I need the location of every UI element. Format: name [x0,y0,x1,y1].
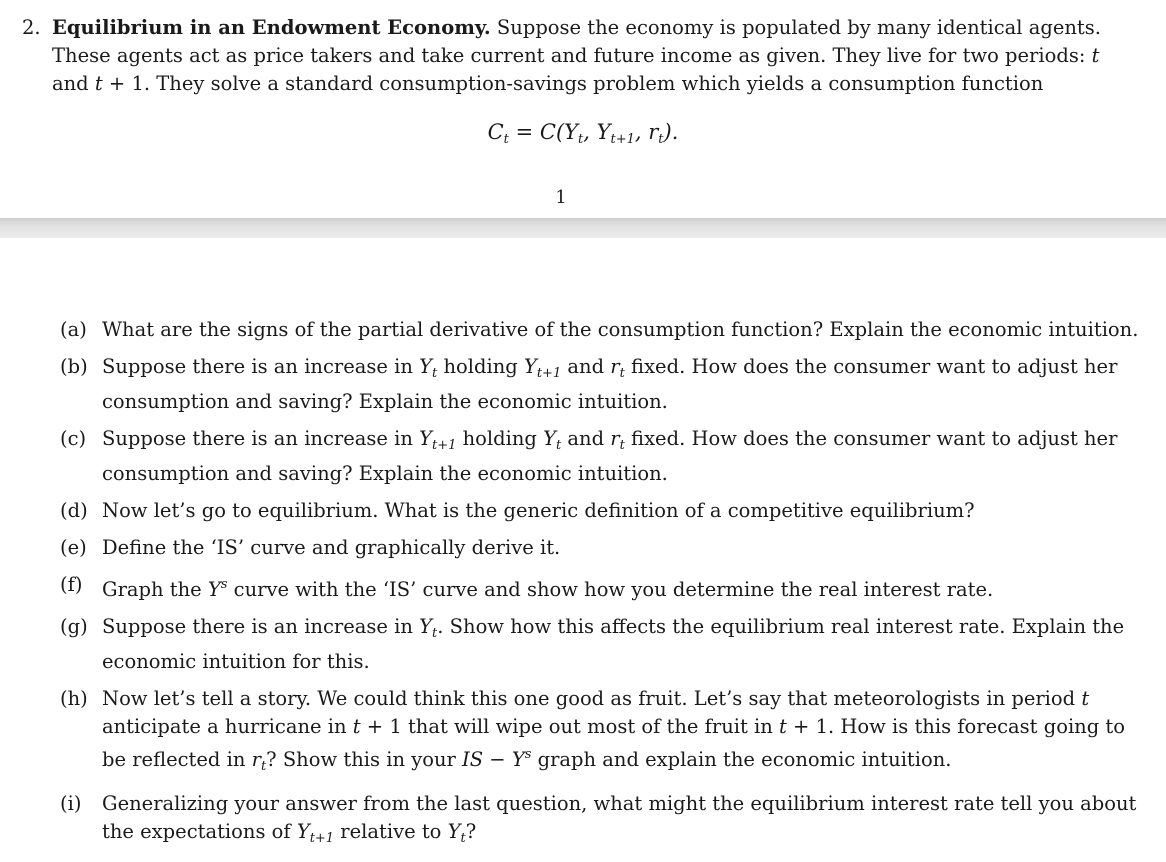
part-text: Now let’s tell a story. We could think this one good as fruit. Let’s say that meteorologists in period t anticipate a hurricane in t + 1 that will wipe out most of the fruit in t + 1. How is this forecast going to be reflected in $r_t$? Show this in your IS − $Y^s$ graph and explain the economic intuition. [102,687,1125,774]
page-1 [0,0,1166,218]
problem-statement: 2. Equilibrium in an Endowment Economy. Suppose the economy is populated by many identical agents. These agents act as price takers and take current and future income as given. They live for two periods: t and t + 1. They solve a standard consumption-savings problem which yields a consumption function [22,14,1142,98]
part-text: Now let’s go to equilibrium. What is the generic definition of a competitive equilibrium? [102,499,975,522]
part-label: (h) [60,687,88,710]
part-a [60,316,1140,344]
question-parts [60,316,1140,862]
part-label: (e) [60,536,87,559]
part-i [60,790,1140,853]
part-text: Generalizing your answer from the last question, what might the equilibrium interest rate tell you about the expectations of $Y_{t+1}$ relative to $Y_t$? [102,792,1137,846]
consumption-equation: $C_t = C(Y_t$, $Y_{t+1}$, $r_t$). [487,120,679,147]
part-b [60,353,1140,416]
part-text: Define the ‘IS’ curve and graphically derive it. [102,536,561,559]
problem-title: Equilibrium in an Endowment Economy. [52,16,491,39]
part-label: (d) [60,499,88,522]
part-label: (i) [60,792,82,815]
part-text: Suppose there is an increase in $Y_t$ holding $Y_{t+1}$ and $r_t$ fixed. How does the consumer want to adjust her consumption and saving? Explain the economic intuition. [102,355,1118,413]
part-label: (f) [60,573,83,596]
part-label: (c) [60,427,87,450]
part-text: What are the signs of the partial derivative of the consumption function? Explain the economic intuition. [102,318,1139,341]
page-separator [0,218,1166,238]
part-c [60,425,1140,488]
part-label: (a) [60,318,87,341]
part-label: (g) [60,615,88,638]
part-h [60,685,1140,781]
part-text: Suppose there is an increase in $Y_{t+1}$ holding $Y_t$ and $r_t$ fixed. How does the consumer want to adjust her consumption and saving? Explain the economic intuition. [102,427,1118,485]
part-d [60,497,1140,525]
problem-intro: These agents act as price takers and take current and future income as given. They live for two periods: t [52,44,1100,67]
part-text: Suppose there is an increase in $Y_t$. Show how this affects the equilibrium real interest rate. Explain the economic intuition for this. [102,615,1125,673]
part-g [60,613,1140,676]
part-f [60,571,1140,604]
part-label: (b) [60,355,88,378]
part-text: Graph the $Y^s$ curve with the ‘IS’ curve and show how you determine the real interest rate. [102,577,994,601]
part-e [60,534,1140,562]
problem-number: 2. [22,16,41,39]
page-number: 1 [555,187,567,208]
